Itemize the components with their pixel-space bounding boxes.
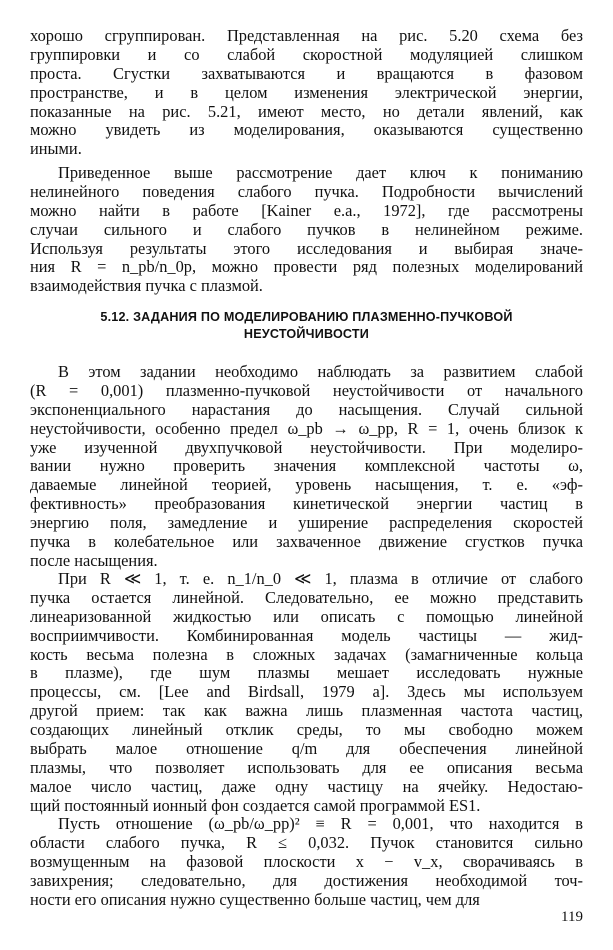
paragraph-continuation (30, 27, 583, 159)
section-heading-line: 5.12. ЗАДАНИЯ ПО МОДЕЛИРОВАНИЮ ПЛАЗМЕННО-ПУЧКОВОЙ (100, 310, 513, 324)
text-line: При R ≪ 1, т. е. n_1/n_0 ≪ 1, плазма в отличие от слабого (58, 570, 583, 588)
text-line: экспоненциального нарастания до насыщения. Случай сильной (30, 400, 583, 419)
text-line: восприимчивости. Комбинированная модель частицы — жид- (30, 626, 583, 645)
text-line: кость весьма полезна в сложных задачах (замагниченные кольца (30, 645, 583, 664)
paragraph-linear-plasma (30, 570, 583, 816)
text-line: вании нужно проверить значения комплексной частоты ω, (30, 457, 583, 476)
text-line: области слабого пучка, R ≤ 0,032. Пучок становится сильно (30, 833, 583, 852)
text-line: ности его описания нужно существенно больше частиц, чем для (30, 890, 480, 909)
text-line: можно найти в работе [Kainer e.a., 1972], где рассмотрены (30, 201, 583, 220)
text-line: пучка остается линейной. Следовательно, ее можно представить (30, 588, 583, 607)
text-line: возмущенным на фазовой плоскости x − v_x, сворачиваясь в (30, 852, 583, 871)
text-line: фективность» преобразования кинетической энергии частиц в (30, 495, 583, 514)
text-line: Приведенное выше рассмотрение дает ключ к пониманию (58, 164, 583, 182)
text-line: проста. Сгустки захватываются и вращаются в фазовом (30, 64, 583, 83)
section-heading-line: НЕУСТОЙЧИВОСТИ (243, 327, 370, 341)
text-line: Пусть отношение (ω_pb/ω_pp)² ≡ R = 0,001, что находится в (58, 815, 583, 833)
text-line: иными. (30, 140, 82, 159)
text-line: нелинейного поведения слабого пучка. Подробности вычислений (30, 182, 583, 201)
text-line: даваемые линейной теорией, уровень насыщения, т. е. «эф- (30, 476, 583, 495)
text-line: плазмы, что позволяет использовать для ее описания весьма (30, 758, 583, 777)
paragraph-task-description (30, 363, 583, 571)
text-line: после насыщения. (30, 551, 158, 570)
text-line: случаи сильного и слабого пучков в нелинейном режиме. (30, 220, 583, 239)
text-line: в плазме), где шум плазмы мешает исследовать нужные (30, 664, 583, 683)
text-line: энергию поля, замедление и уширение распределения скоростей (30, 514, 583, 533)
text-line: взаимодействия пучка с плазмой. (30, 277, 263, 296)
text-line: ния R = n_pb/n_0p, можно провести ряд полезных моделирований (30, 258, 583, 277)
text-line: В этом задании необходимо наблюдать за развитием слабой (58, 363, 583, 381)
text-line: создающих линейный отклик среды, то мы свободно можем (30, 721, 583, 740)
text-line: неустойчивости, особенно предел ω_pb → ω_pp, R = 1, очень близок к (30, 419, 583, 438)
text-line: пространстве, и в целом изменения электрической энергии, (30, 83, 583, 102)
text-line: процессы, см. [Lee and Birdsall, 1979 a]. Здесь мы используем (30, 683, 583, 702)
text-line: группировки и со слабой скоростной модуляцией слишком (30, 45, 583, 64)
page-number: 119 (561, 909, 583, 925)
text-line: можно увидеть из моделирования, оказываются существенно (30, 121, 583, 140)
text-line: (R = 0,001) плазменно-пучковой неустойчивости от начального (30, 381, 583, 400)
paragraph-nonlinear-beam (30, 164, 583, 296)
text-line: Используя результаты этого исследования и выбирая значе- (30, 239, 583, 258)
text-line: линеаризованной жидкостью или описать с помощью линейной (30, 607, 583, 626)
section-heading (30, 309, 583, 343)
text-line: уже изученной двухпучковой неустойчивости. При моделиро- (30, 438, 583, 457)
text-line: щий постоянный ионный фон создается самой программой ES1. (30, 796, 481, 815)
text-line: хорошо сгруппирован. Представленная на рис. 5.20 схема без (30, 27, 583, 45)
text-line: показанные на рис. 5.21, имеют место, но детали явлений, как (30, 102, 583, 121)
text-line: выбрать малое отношение q/m для обеспечения линейной (30, 740, 583, 759)
text-line: пучка в колебательное или захваченное движение сгустков пучка (30, 533, 583, 552)
text-line: другой прием: так как важна лишь плазменная частота частиц, (30, 702, 583, 721)
text-line: малое число частиц, даже одну частицу на ячейку. Недостаю- (30, 777, 583, 796)
paragraph-weak-beam (30, 815, 583, 909)
text-line: завихрения; следовательно, для достижения необходимой точ- (30, 871, 583, 890)
